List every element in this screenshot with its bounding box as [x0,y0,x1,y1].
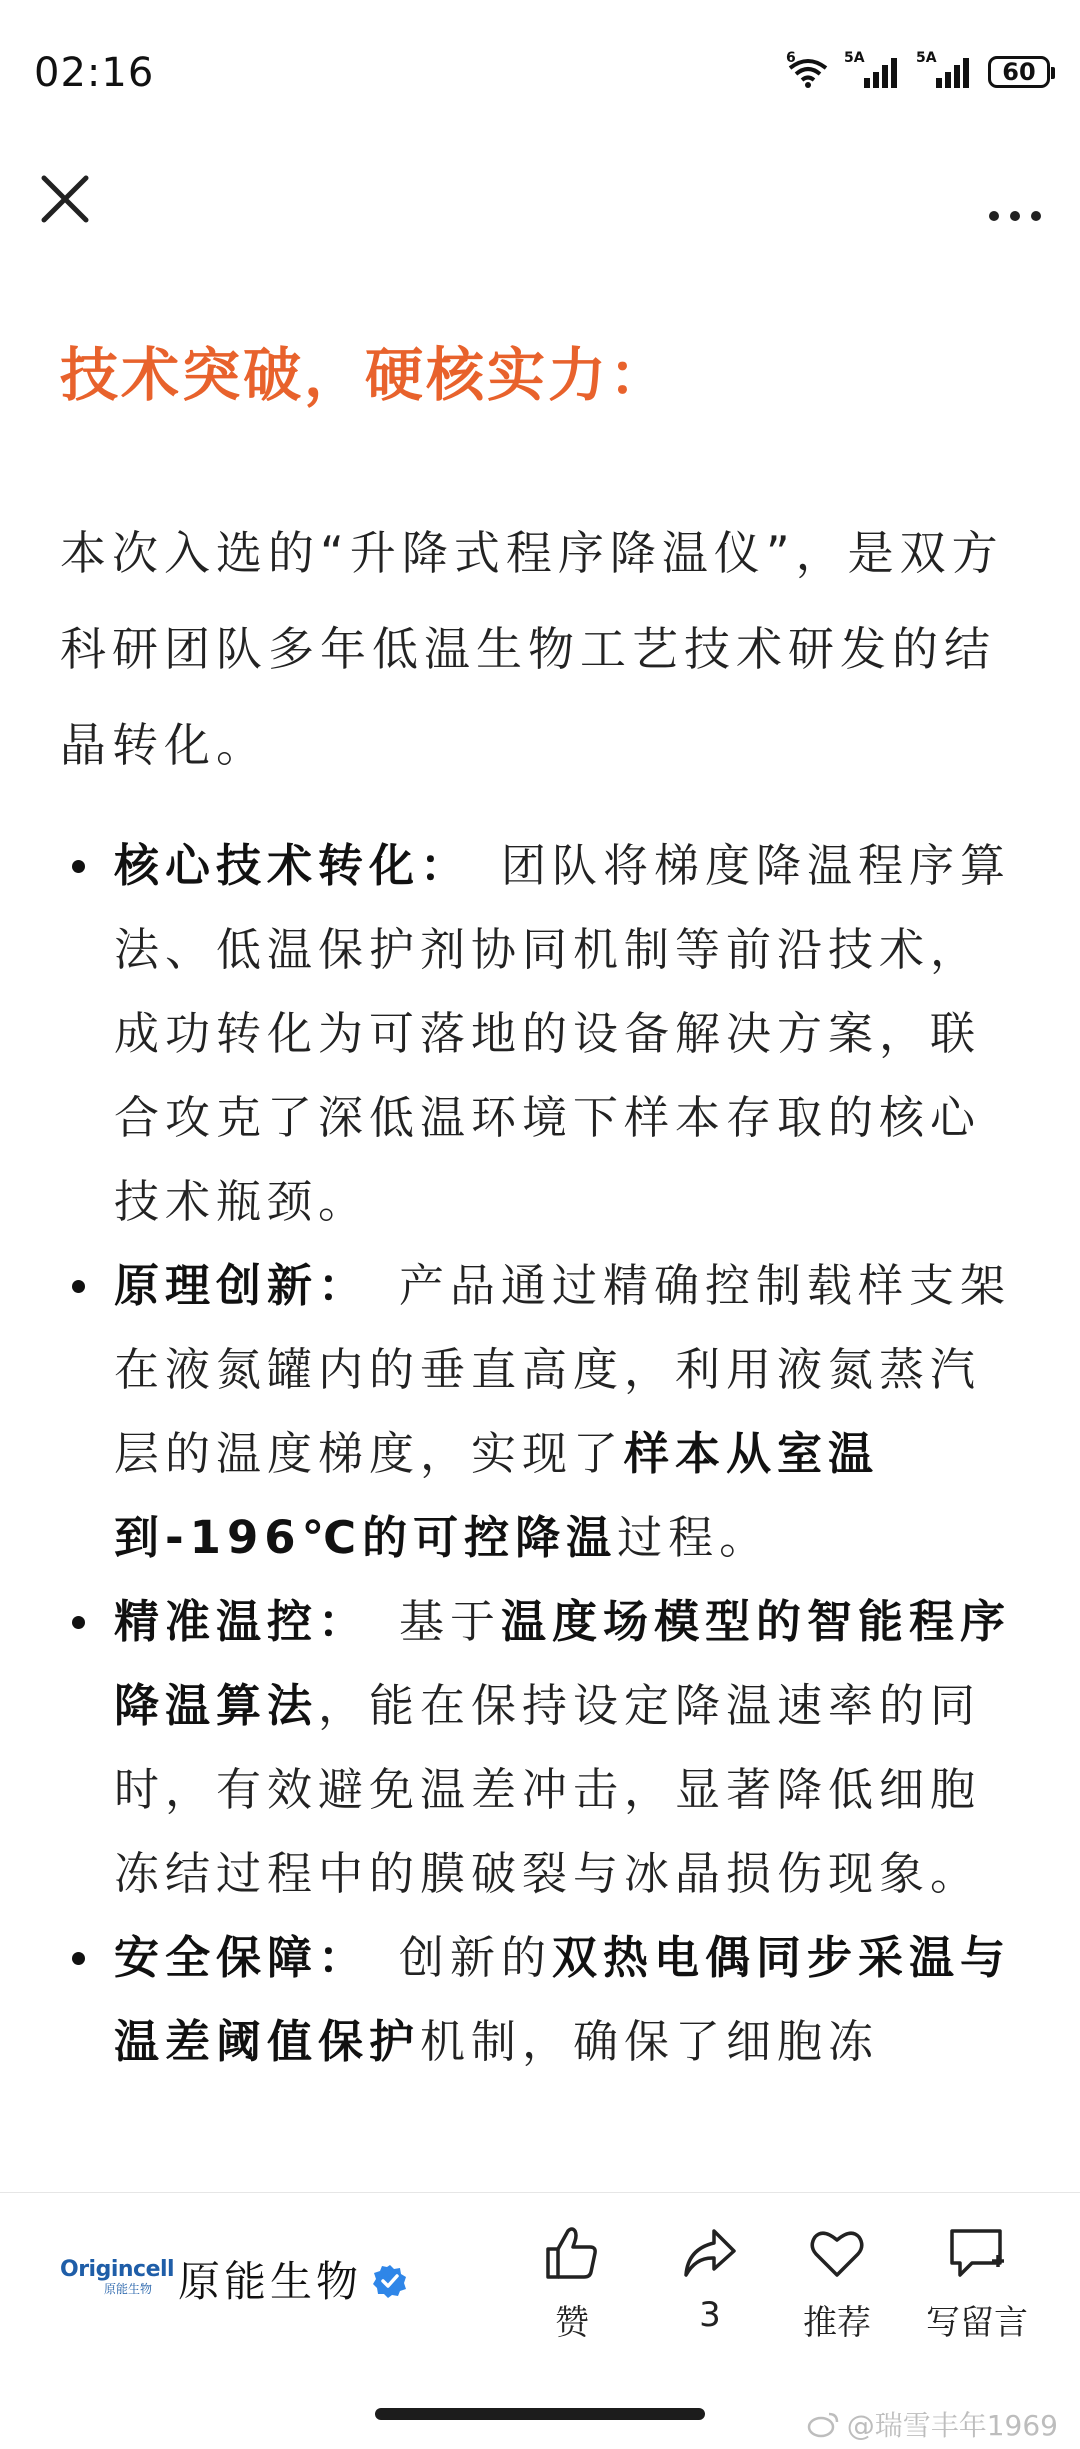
share-button[interactable] [655,2213,765,2353]
comment-button[interactable] [912,2213,1042,2353]
bullet-text: 机制，确保了细胞冻 [420,2015,880,2068]
bullet-text: 基于 [399,1595,502,1648]
bullet-heading: 安全保障： [114,1931,370,1984]
comment-label: 写留言 [926,2303,1028,2343]
battery-level: 60 [1002,58,1036,86]
cell-signal-icon [844,50,902,88]
bullet-list [60,824,1020,2084]
bullet-text: 创新的 [399,1931,553,1984]
bullet-emphasis: 双热电偶同步采温与温差阈值保护 [114,1931,1012,2068]
network-label: 6 [786,50,796,66]
bullet-heading: 精准温控： [114,1595,370,1648]
top-nav [0,150,1080,250]
bullet-heading: 核心技术转化： [114,839,472,892]
home-indicator[interactable] [375,2408,705,2420]
more-icon [980,170,1050,230]
bullet-text: ，能在保持设定降温速率的同时，有效避免温差冲击，显著降低细胞冻结过程中的膜破裂与冰晶损伤现象。 [114,1679,982,1900]
recommend-label: 推荐 [803,2303,871,2343]
share-icon [680,2225,740,2281]
bullet-text: 过程。 [617,1511,771,1564]
close-icon [36,170,96,230]
bottom-action-bar [0,2192,1080,2363]
section-title: 技术突破，硬核实力： [60,341,671,409]
bullet-item [60,1580,1020,1916]
watermark [807,2404,1058,2444]
bullet-item [60,1244,1020,1580]
bullet-emphasis: 温度场模型的智能程序降温算法 [114,1595,1012,1732]
close-button[interactable] [36,170,96,230]
bullet-text: 产品通过精确控制载样支架在液氮罐内的垂直高度，利用液氮蒸汽层的温度梯度，实现了 [114,1259,1012,1480]
clock: 02:16 [34,50,155,96]
bullet-heading: 原理创新： [114,1259,370,1312]
recommend-button[interactable] [782,2213,892,2353]
bullet-item [60,1916,1020,2084]
logo-text: Origincell [60,2257,175,2282]
account-name[interactable]: 原能生物 [178,2257,363,2306]
intro-paragraph: 本次入选的“升降式程序降温仪”，是双方科研团队多年低温生物工艺技术研发的结晶转化。 [60,526,1004,772]
bullet-text: 团队将梯度降温程序算法、低温保护剂协同机制等前沿技术，成功转化为可落地的设备解决方案，联合攻克了深低温环境下样本存取的核心技术瓶颈。 [114,839,1012,1228]
bullet-emphasis: 样本从室温到-196℃的可控降温 [114,1427,880,1564]
weibo-icon [807,2410,841,2438]
status-bar [0,0,1080,150]
article-content [0,280,1080,2190]
share-count: 3 [699,2295,721,2335]
cell-signal-icon-2 [916,50,974,88]
thumbs-up-icon [542,2225,602,2281]
signal2-label: 5A [916,50,937,66]
verified-badge-icon [372,2263,408,2299]
like-button[interactable] [517,2213,627,2353]
battery-icon [988,56,1050,88]
signal1-label: 5A [844,50,865,66]
logo-subtext: 原能生物 [104,2282,153,2296]
watermark-text: @瑞雪丰年1969 [846,2409,1058,2442]
more-button[interactable] [980,170,1050,230]
bullet-item [60,824,1020,1244]
like-label: 赞 [555,2303,589,2343]
status-icons [786,50,1050,88]
wifi-icon [786,50,830,88]
comment-icon [946,2225,1008,2281]
heart-icon [807,2225,867,2281]
